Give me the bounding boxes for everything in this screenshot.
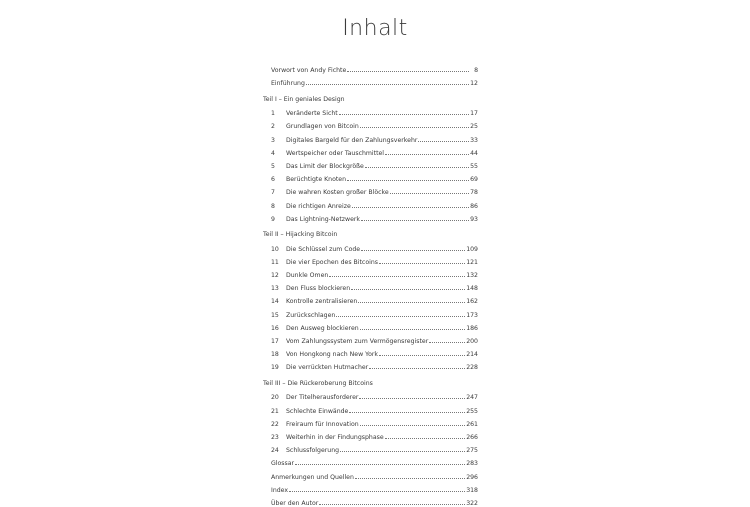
toc-entry[interactable]: [263, 123, 478, 131]
page-number: 86: [470, 202, 478, 210]
dot-leader: [355, 474, 465, 479]
dot-leader: [347, 176, 469, 181]
entry-title: Einführung: [271, 80, 305, 88]
entry-title: Von Hongkong nach New York: [286, 351, 379, 359]
entry-title: Anmerkungen und Quellen: [271, 473, 354, 481]
page-number: 25: [470, 123, 478, 131]
toc-entry[interactable]: [263, 137, 478, 145]
entry-title: Der Titelherausforderer: [286, 394, 359, 402]
chapter-number: 9: [271, 215, 275, 223]
chapter-number: 11: [271, 258, 279, 266]
chapter-number: 20: [271, 394, 279, 402]
dot-leader: [352, 203, 469, 208]
entry-title: Vom Zahlungssystem zum Vermögensregister: [286, 338, 429, 345]
toc-entry[interactable]: [263, 246, 478, 254]
chapter-number: 17: [271, 338, 279, 345]
page-number: 275: [466, 447, 478, 455]
dot-leader: [329, 272, 465, 277]
toc-entry[interactable]: [263, 500, 478, 507]
page-title: Inhalt: [342, 16, 408, 41]
page-number: 148: [466, 285, 478, 293]
toc-entry[interactable]: [263, 110, 478, 118]
toc-entry[interactable]: [263, 298, 478, 306]
chapter-number: 23: [271, 433, 279, 441]
chapter-number: 1: [271, 110, 275, 118]
page-number: 162: [466, 298, 478, 306]
dot-leader: [339, 110, 469, 115]
toc-entry[interactable]: [263, 351, 478, 359]
dot-leader: [340, 447, 465, 452]
toc-entry[interactable]: [263, 487, 478, 495]
page-number: 214: [466, 351, 478, 359]
toc-entry[interactable]: [263, 408, 478, 416]
entry-title: Schlussfolgerung: [286, 447, 340, 455]
entry-title: Die Schlüssel zum Code: [286, 245, 361, 253]
dot-leader: [360, 325, 466, 330]
entry-title: Den Fluss blockieren: [286, 285, 351, 293]
dot-leader: [289, 487, 465, 492]
entry-title: Den Ausweg blockieren: [286, 324, 359, 332]
page-number: 261: [466, 420, 478, 428]
entry-title: Das Lightning-Netzwerk: [286, 215, 361, 223]
entry-title: Wertspeicher oder Tauschmittel: [286, 149, 385, 157]
toc-entry[interactable]: [263, 325, 478, 333]
page-number: 12: [470, 80, 478, 88]
page-number: 200: [466, 338, 478, 345]
toc-entry[interactable]: [263, 474, 478, 482]
chapter-number: 18: [271, 351, 279, 359]
entry-title: Über den Autor: [271, 499, 319, 507]
dot-leader: [361, 216, 469, 221]
chapter-number: 22: [271, 420, 279, 428]
toc-entry[interactable]: [263, 80, 478, 88]
dot-leader: [351, 285, 465, 290]
page-number: 93: [470, 215, 478, 223]
toc-entry[interactable]: [263, 203, 478, 211]
dot-leader: [385, 434, 466, 439]
chapter-number: 6: [271, 176, 275, 184]
page-number: 17: [470, 110, 478, 118]
chapter-number: 10: [271, 245, 279, 253]
toc-entry[interactable]: [263, 176, 478, 184]
page-number: 247: [466, 394, 478, 402]
page-number: 173: [466, 311, 478, 319]
part-heading: Teil I – Ein geniales Design: [263, 95, 345, 103]
dot-leader: [295, 460, 465, 465]
entry-title: Index: [271, 486, 289, 494]
entry-title: Weiterhin in der Findungsphase: [286, 433, 384, 441]
page-number: 69: [470, 176, 478, 184]
toc-entry[interactable]: [263, 259, 478, 267]
dot-leader: [429, 338, 465, 343]
page-number: 266: [466, 433, 478, 441]
dot-leader: [349, 408, 465, 413]
page-number: 109: [466, 245, 478, 253]
page-number: 44: [470, 149, 478, 157]
entry-title: Dunkle Omen: [286, 272, 329, 279]
page-number: 318: [466, 486, 478, 494]
entry-title: Digitales Bargeld für den Zahlungsverkehr: [286, 136, 418, 144]
chapter-number: 12: [271, 272, 279, 279]
toc-entry[interactable]: [263, 364, 478, 372]
dot-leader: [369, 364, 465, 369]
entry-title: Glossar: [271, 460, 295, 468]
chapter-number: 19: [271, 364, 279, 372]
dot-leader: [360, 123, 469, 128]
dot-leader: [360, 421, 466, 426]
toc-entry[interactable]: [263, 67, 478, 75]
dot-leader: [359, 394, 465, 399]
entry-title: Schlechte Einwände: [286, 407, 349, 415]
page-number: 33: [470, 136, 478, 144]
chapter-number: 2: [271, 123, 275, 131]
part-heading: Teil III – Die Rückeroberung Bitcoins: [263, 380, 373, 388]
page-number: 255: [466, 407, 478, 415]
page-number: 228: [466, 364, 478, 372]
toc-entry[interactable]: [263, 150, 478, 158]
toc-entry[interactable]: [263, 394, 478, 402]
entry-title: Die wahren Kosten großer Blöcke: [286, 189, 389, 197]
part-heading: Teil II – Hijacking Bitcoin: [263, 231, 338, 239]
toc-entry[interactable]: [263, 460, 478, 468]
page-number: 121: [466, 258, 478, 266]
chapter-number: 5: [271, 162, 275, 170]
page-number: 78: [470, 189, 478, 197]
dot-leader: [319, 500, 465, 505]
entry-title: Die vier Epochen des Bitcoins: [286, 258, 378, 266]
chapter-number: 21: [271, 407, 279, 415]
page-number: 322: [466, 499, 478, 507]
entry-title: Das Limit der Blockgröße: [286, 162, 364, 170]
entry-title: Die richtigen Anreize: [286, 202, 351, 210]
dot-leader: [306, 80, 469, 85]
toc-entry[interactable]: [263, 338, 478, 346]
entry-title: Vorwort von Andy Fichte: [271, 67, 347, 74]
chapter-number: 14: [271, 298, 279, 306]
page-number: 296: [466, 473, 478, 481]
dot-leader: [385, 150, 469, 155]
page-number: 8: [474, 67, 478, 74]
chapter-number: 16: [271, 324, 279, 332]
entry-title: Grundlagen von Bitcoin: [286, 123, 359, 131]
toc-entry[interactable]: [263, 421, 478, 429]
entry-title: Zurückschlagen: [286, 311, 336, 319]
entry-title: Veränderte Sicht: [286, 110, 338, 118]
chapter-number: 24: [271, 447, 279, 455]
toc-entry[interactable]: [263, 447, 478, 455]
page-number: 283: [466, 460, 478, 468]
entry-title: Die verrückten Hutmacher: [286, 364, 369, 372]
dot-leader: [390, 189, 469, 194]
dot-leader: [379, 351, 465, 356]
entry-title: Kontrolle zentralisieren: [286, 298, 358, 306]
page-number: 132: [466, 272, 478, 279]
entry-title: Berüchtigte Knoten: [286, 176, 347, 184]
dot-leader: [358, 298, 465, 303]
chapter-number: 4: [271, 149, 275, 157]
dot-leader: [336, 312, 465, 317]
dot-leader: [347, 67, 469, 72]
dot-leader: [365, 163, 469, 168]
chapter-number: 8: [271, 202, 275, 210]
dot-leader: [361, 246, 465, 251]
chapter-number: 13: [271, 285, 279, 293]
chapter-number: 15: [271, 311, 279, 319]
toc-entry[interactable]: [263, 163, 478, 171]
toc-entry[interactable]: [263, 312, 478, 320]
chapter-number: 7: [271, 189, 275, 197]
dot-leader: [418, 137, 469, 142]
toc-entry[interactable]: [263, 216, 478, 224]
page-number: 186: [466, 324, 478, 332]
page-number: 55: [470, 162, 478, 170]
toc-entry[interactable]: [263, 189, 478, 197]
toc-entry[interactable]: [263, 285, 478, 293]
toc-entry[interactable]: [263, 434, 478, 442]
toc-entry[interactable]: [263, 272, 478, 280]
chapter-number: 3: [271, 136, 275, 144]
dot-leader: [379, 259, 465, 264]
entry-title: Freiraum für Innovation: [286, 420, 359, 428]
